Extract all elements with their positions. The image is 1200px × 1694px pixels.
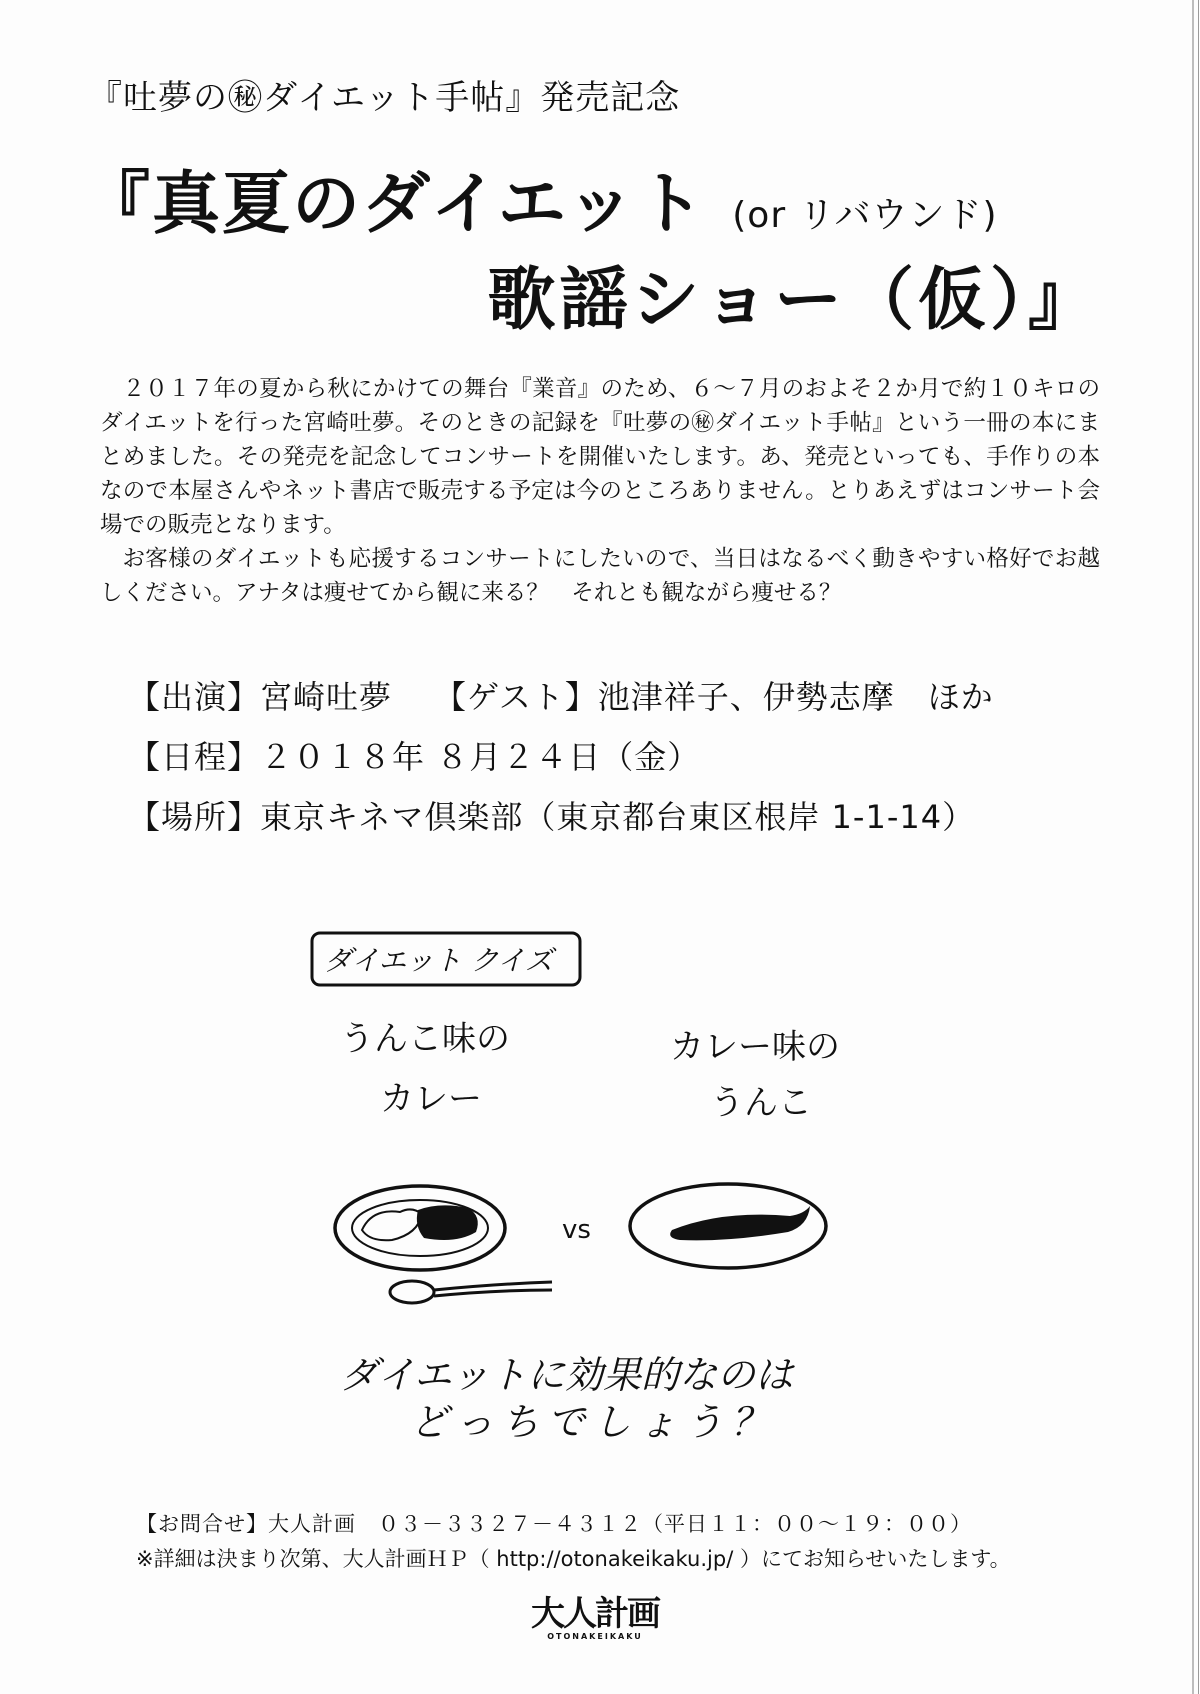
venue-value: 東京キネマ倶楽部（東京都台東区根岸 1-1-14） bbox=[260, 798, 976, 836]
dark-object bbox=[670, 1206, 810, 1240]
logo-text: 大人計画 bbox=[531, 1594, 659, 1634]
date-line bbox=[128, 732, 700, 778]
spoon-handle-edge bbox=[434, 1290, 552, 1296]
note-line: ※詳細は決まり次第、大人計画ＨＰ（ http://otonakeikaku.jp/ ）にてお知らせいたします。 bbox=[136, 1547, 1011, 1571]
performer-value: 宮崎吐夢 bbox=[260, 678, 393, 716]
vs-label: vs bbox=[562, 1215, 591, 1245]
description-paragraph-2: お客様のダイエットも応援するコンサートにしたいので、当日はなるべく動きやすい格好でお越しください。アナタは痩せてから観に来る？ それとも観ながら痩せる？ bbox=[100, 546, 1100, 606]
rice-mound bbox=[362, 1209, 422, 1240]
otona-keikaku-logo bbox=[530, 1596, 660, 1641]
venue-label: 【場所】 bbox=[128, 798, 261, 836]
left-option-line2: カレー bbox=[380, 1079, 482, 1119]
logo-romaji: OTONAKEIKAKU bbox=[547, 1632, 643, 1641]
quiz-illustration bbox=[300, 930, 900, 1440]
description-paragraph-1: ２０１７年の夏から秋にかけての舞台『業音』のため、６～７月のおよそ２か月で約１０キロのダイエットを行った宮崎吐夢。そのときの記録を『吐夢の㊙ダイエット手帖』という一冊の本にまとめました。その発売を記念してコンサートを開催いたします。あ、発売といっても、手作りの本なので本屋さんやネット書店で販売する予定は今のところありません。とりあえずはコンサート会場での販売となります。 bbox=[100, 376, 1100, 538]
right-option-line1: カレー味の bbox=[670, 1027, 840, 1067]
scan-edge-line bbox=[1192, 0, 1194, 1694]
guest-label: 【ゲスト】 bbox=[434, 678, 598, 716]
quiz-heading: ダイエット クイズ bbox=[324, 944, 553, 977]
scan-edge-line bbox=[1198, 0, 1199, 1694]
performer-label: 【出演】 bbox=[128, 678, 261, 716]
right-option-line2: うんこ bbox=[710, 1083, 812, 1123]
title-main: 『真夏のダイエット bbox=[82, 165, 707, 244]
venue-line bbox=[128, 792, 975, 838]
performers-line bbox=[128, 672, 994, 718]
left-option-line1: うんこ味の bbox=[340, 1019, 510, 1059]
date-value: ２０１８年 ８月２４日（金） bbox=[260, 738, 701, 776]
quiz-question-line2: どっちでしょう？ bbox=[410, 1400, 777, 1440]
description bbox=[100, 372, 1100, 610]
dark-curry bbox=[417, 1205, 478, 1240]
page-title-line2: 歌謡ショー（仮）』 bbox=[487, 261, 1100, 340]
title-sub: (or リバウンド) bbox=[732, 195, 998, 236]
page-title-line1 bbox=[82, 150, 998, 247]
guest-value: 池津祥子、伊勢志摩 ほか bbox=[597, 678, 994, 716]
supertitle: 『吐夢の㊙ダイエット手帖』発売記念 bbox=[88, 78, 681, 118]
date-label: 【日程】 bbox=[128, 738, 261, 776]
contact-line: 【お問合せ】大人計画 ０３－３３２７－４３１２（平日１１：００～１９：００） bbox=[136, 1512, 972, 1536]
spoon-bowl bbox=[390, 1281, 434, 1303]
quiz-question-line1: ダイエットに効果的なのは bbox=[340, 1353, 793, 1397]
